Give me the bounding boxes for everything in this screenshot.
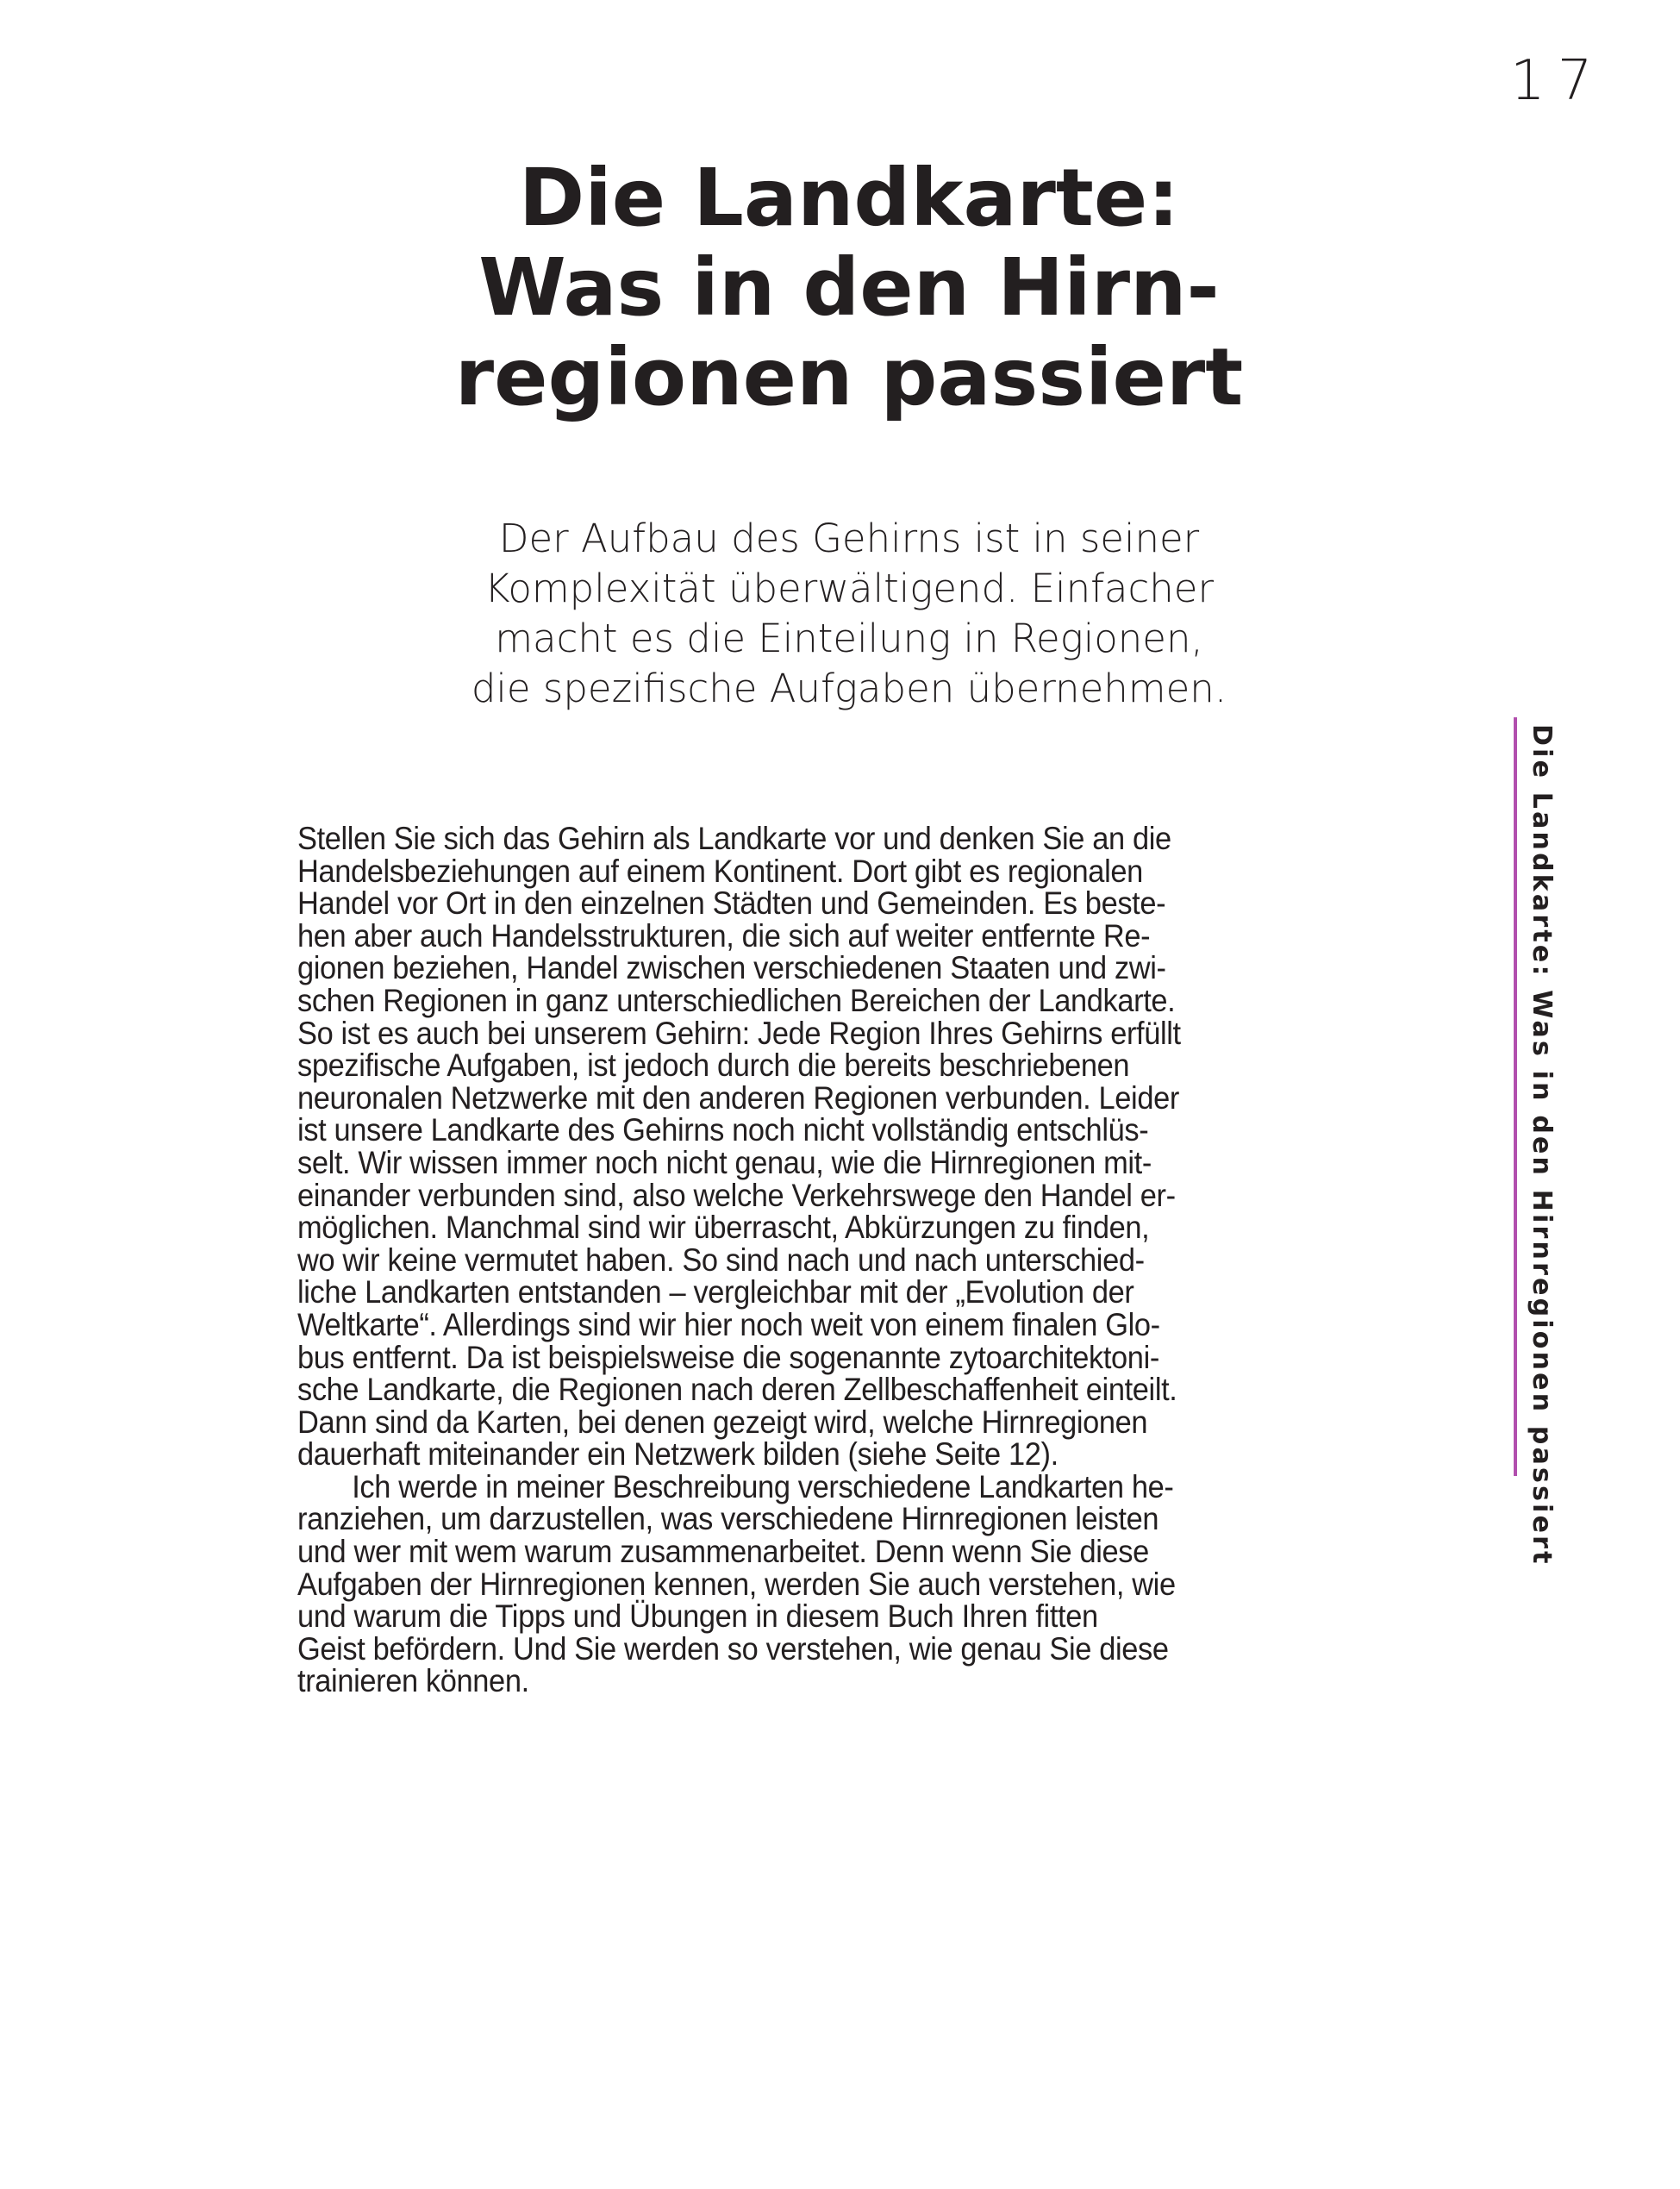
chapter-title-line-2: Was in den Hirn- [478, 241, 1220, 334]
body-line: ist unsere Landkarte des Gehirns noch nicht vollständig entschlüs- [297, 1112, 1149, 1148]
body-line: einander verbunden sind, also welche Verkehrswege den Handel er- [297, 1177, 1176, 1213]
lead-line-1: Der Aufbau des Gehirns ist in seiner [498, 516, 1200, 561]
body-line: und wer mit wem warum zusammenarbeitet. Denn wenn Sie diese [297, 1534, 1149, 1570]
body-line: ranziehen, um darzustellen, was verschiedene Hirnregionen leisten [297, 1501, 1159, 1537]
body-line: gionen beziehen, Handel zwischen verschiedenen Staaten und zwi- [297, 950, 1166, 986]
body-line-paragraph-start: Ich werde in meiner Beschreibung verschiedene Landkarten he- [352, 1468, 1174, 1504]
chapter-title-line-3: regionen passiert [454, 331, 1244, 423]
chapter-side-tab [1514, 717, 1565, 1567]
body-line: Aufgaben der Hirnregionen kennen, werden Sie auch verstehen, wie [297, 1566, 1176, 1602]
body-line: Dann sind da Karten, bei denen gezeigt wird, welche Hirnregionen [297, 1404, 1148, 1440]
body-line: selt. Wir wissen immer noch nicht genau, wie die Hirnregionen mit- [297, 1144, 1152, 1180]
body-line: schen Regionen in ganz unterschiedlichen Bereichen der Landkarte. [297, 982, 1176, 1018]
lead-line-3: macht es die Einteilung in Regionen, [495, 616, 1203, 661]
body-line: möglichen. Manchmal sind wir überrascht, Abkürzungen zu finden, [297, 1210, 1150, 1246]
lead-line-2: Komplexität überwältigend. Einfacher [484, 566, 1214, 611]
body-line: So ist es auch bei unserem Gehirn: Jede Region Ihres Gehirns erfüllt [297, 1015, 1181, 1051]
body-line: wo wir keine vermutet haben. So sind nach und nach unterschied- [297, 1241, 1145, 1278]
body-line: liche Landkarten entstanden – vergleichbar mit der „Evolution der [297, 1274, 1134, 1310]
body-text [297, 822, 1332, 1698]
chapter-title-line-1: Die Landkarte: [518, 152, 1180, 244]
body-line: sche Landkarte, die Regionen nach deren Zellbeschaffenheit einteilt. [297, 1372, 1177, 1408]
body-line: bus entfernt. Da ist beispielsweise die sogenannte zytoarchitektoni- [297, 1339, 1159, 1375]
side-tab-accent-rule [1514, 717, 1517, 1476]
body-line: Geist befördern. Und Sie werden so verstehen, wie genau Sie diese [297, 1630, 1169, 1667]
body-line: dauerhaft miteinander ein Netzwerk bilden (siehe Seite 12). [297, 1436, 1059, 1473]
body-line: und warum die Tipps und Übungen in diesem Buch Ihren fitten [297, 1598, 1098, 1635]
page-number: 17 [1510, 49, 1605, 113]
body-line: Stellen Sie sich das Gehirn als Landkarte vor und denken Sie an die [297, 821, 1171, 856]
body-line: Handelsbeziehungen auf einem Kontinent. Dort gibt es regionalen [297, 853, 1143, 889]
chapter-lead [371, 514, 1327, 714]
body-line: Weltkarte“. Allerdings sind wir hier noch weit von einem finalen Glo- [297, 1306, 1160, 1342]
body-line: trainieren können. [297, 1663, 529, 1699]
body-line: spezifische Aufgaben, ist jedoch durch die bereits beschriebenen [297, 1048, 1130, 1084]
side-tab-label: Die Landkarte: Was in den Hirnregionen passiert [1527, 724, 1557, 1567]
body-line: hen aber auch Handelsstrukturen, die sich auf weiter entfernte Re- [297, 917, 1151, 954]
body-line: Handel vor Ort in den einzelnen Städten und Gemeinden. Es beste- [297, 885, 1166, 922]
chapter-title [371, 153, 1327, 422]
body-line: neuronalen Netzwerke mit den anderen Regionen verbunden. Leider [297, 1079, 1179, 1116]
lead-line-4: die spezifische Aufgaben übernehmen. [471, 666, 1227, 711]
